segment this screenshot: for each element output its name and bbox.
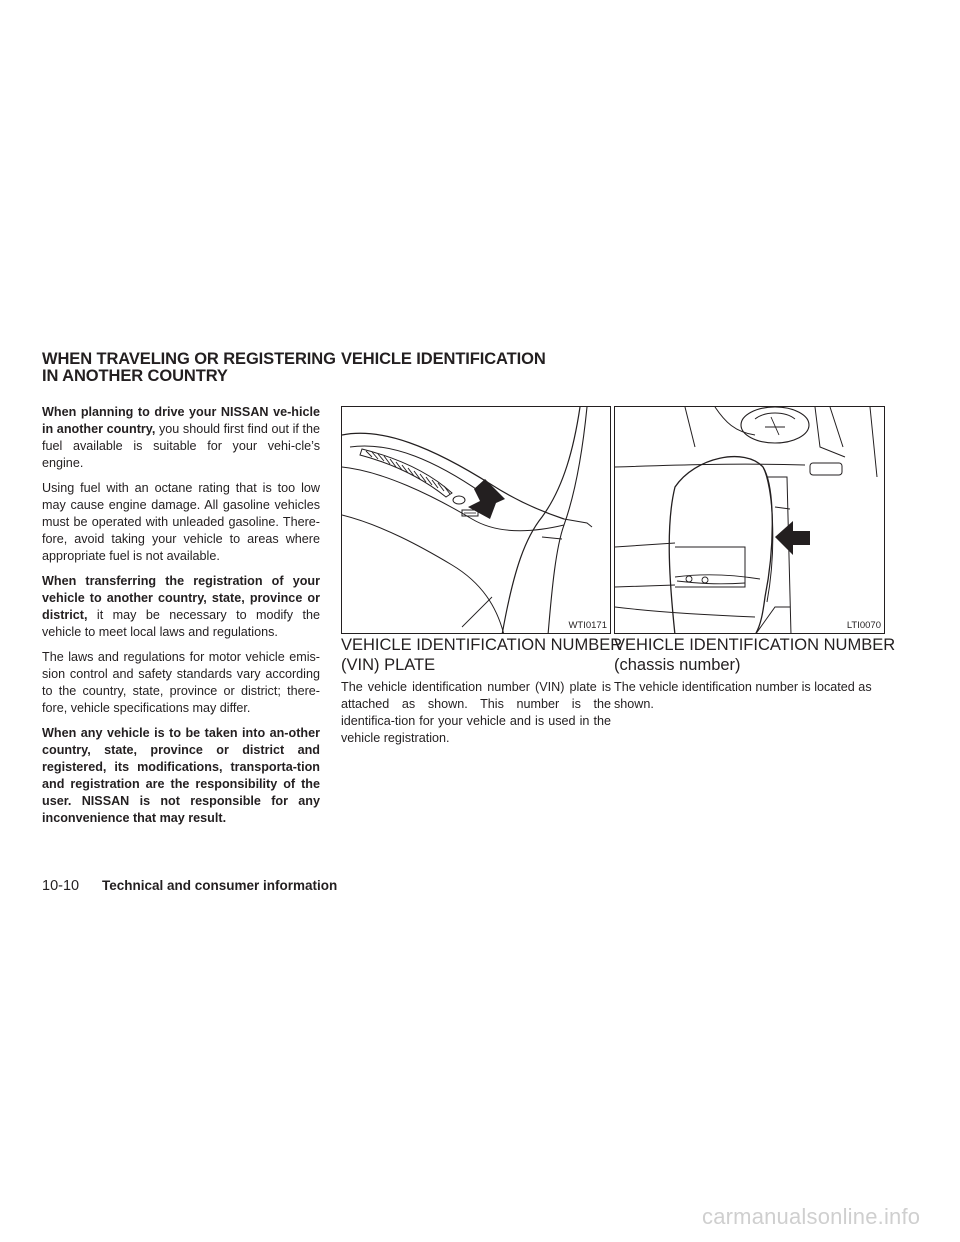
chassis-number-illustration [615, 407, 885, 634]
paragraph-registration [42, 573, 320, 641]
vin-plate-illustration [342, 407, 611, 634]
chassis-number-title-line2: (chassis number) [614, 656, 741, 674]
footer-section-title: Technical and consumer information [102, 878, 338, 893]
paragraph-fuel [42, 404, 320, 472]
figure-code-wti0171: WTI0171 [568, 620, 607, 631]
figure-code-lti0070: LTI0070 [846, 620, 881, 631]
paragraph-responsibility-bold: When any vehicle is to be taken into an-other country, state, province or district and registered, its modifications, transporta-tion and registration are the responsibility of the user. NISSAN is not responsible for any inconvenience that may result. [42, 726, 320, 825]
watermark-text: carmanualsonline.info [702, 1204, 921, 1229]
vin-plate-title [341, 635, 622, 675]
section-heading-line1: WHEN TRAVELING OR REGISTERING [42, 350, 336, 368]
vin-plate-title-line1: VEHICLE IDENTIFICATION NUMBER [341, 636, 623, 654]
left-column-text [42, 404, 320, 835]
paragraph-laws: The laws and regulations for motor vehicle emis-sion control and safety standards vary according to the country, state, province or district; there-fore, vehicle specifications may differ. [42, 650, 320, 715]
section-heading-traveling [42, 351, 336, 385]
chassis-number-text: The vehicle identification number is located as shown. [614, 680, 872, 711]
paragraph-fuel-text: you should first find out if the fuel available is suitable for your vehi-cle’s engine. [42, 422, 320, 470]
paragraph-octane: Using fuel with an octane rating that is too low may cause engine damage. All gasoline vehicles must be operated with unleaded gasoline. There-fore, avoid taking your vehicle to areas where appropriate fuel is not available. [42, 481, 320, 563]
vin-plate-title-line2: (VIN) PLATE [341, 656, 436, 674]
page-number: 10-10 [42, 878, 80, 894]
paragraph-registration-text: it may be necessary to modify the vehicle to meet local laws and regulations. [42, 608, 320, 639]
paragraph-responsibility [42, 725, 320, 827]
chassis-number-figure [614, 406, 885, 634]
paragraph-registration-bold: When transferring the registration of your vehicle to another country, state, province or district, [42, 574, 320, 622]
chassis-number-title [614, 635, 895, 675]
vin-plate-figure [341, 406, 611, 634]
vin-plate-text: The vehicle identification number (VIN) plate is attached as shown. This number is the identifica-tion for your vehicle and is used in the vehicle registration. [341, 680, 611, 745]
paragraph-fuel-bold: When planning to drive your NISSAN ve-hicle in another country, [42, 405, 320, 436]
chassis-number-title-line1: VEHICLE IDENTIFICATION NUMBER [614, 636, 896, 654]
section-heading-vehicle-identification: VEHICLE IDENTIFICATION [341, 350, 546, 368]
section-heading-line2: IN ANOTHER COUNTRY [42, 367, 228, 385]
